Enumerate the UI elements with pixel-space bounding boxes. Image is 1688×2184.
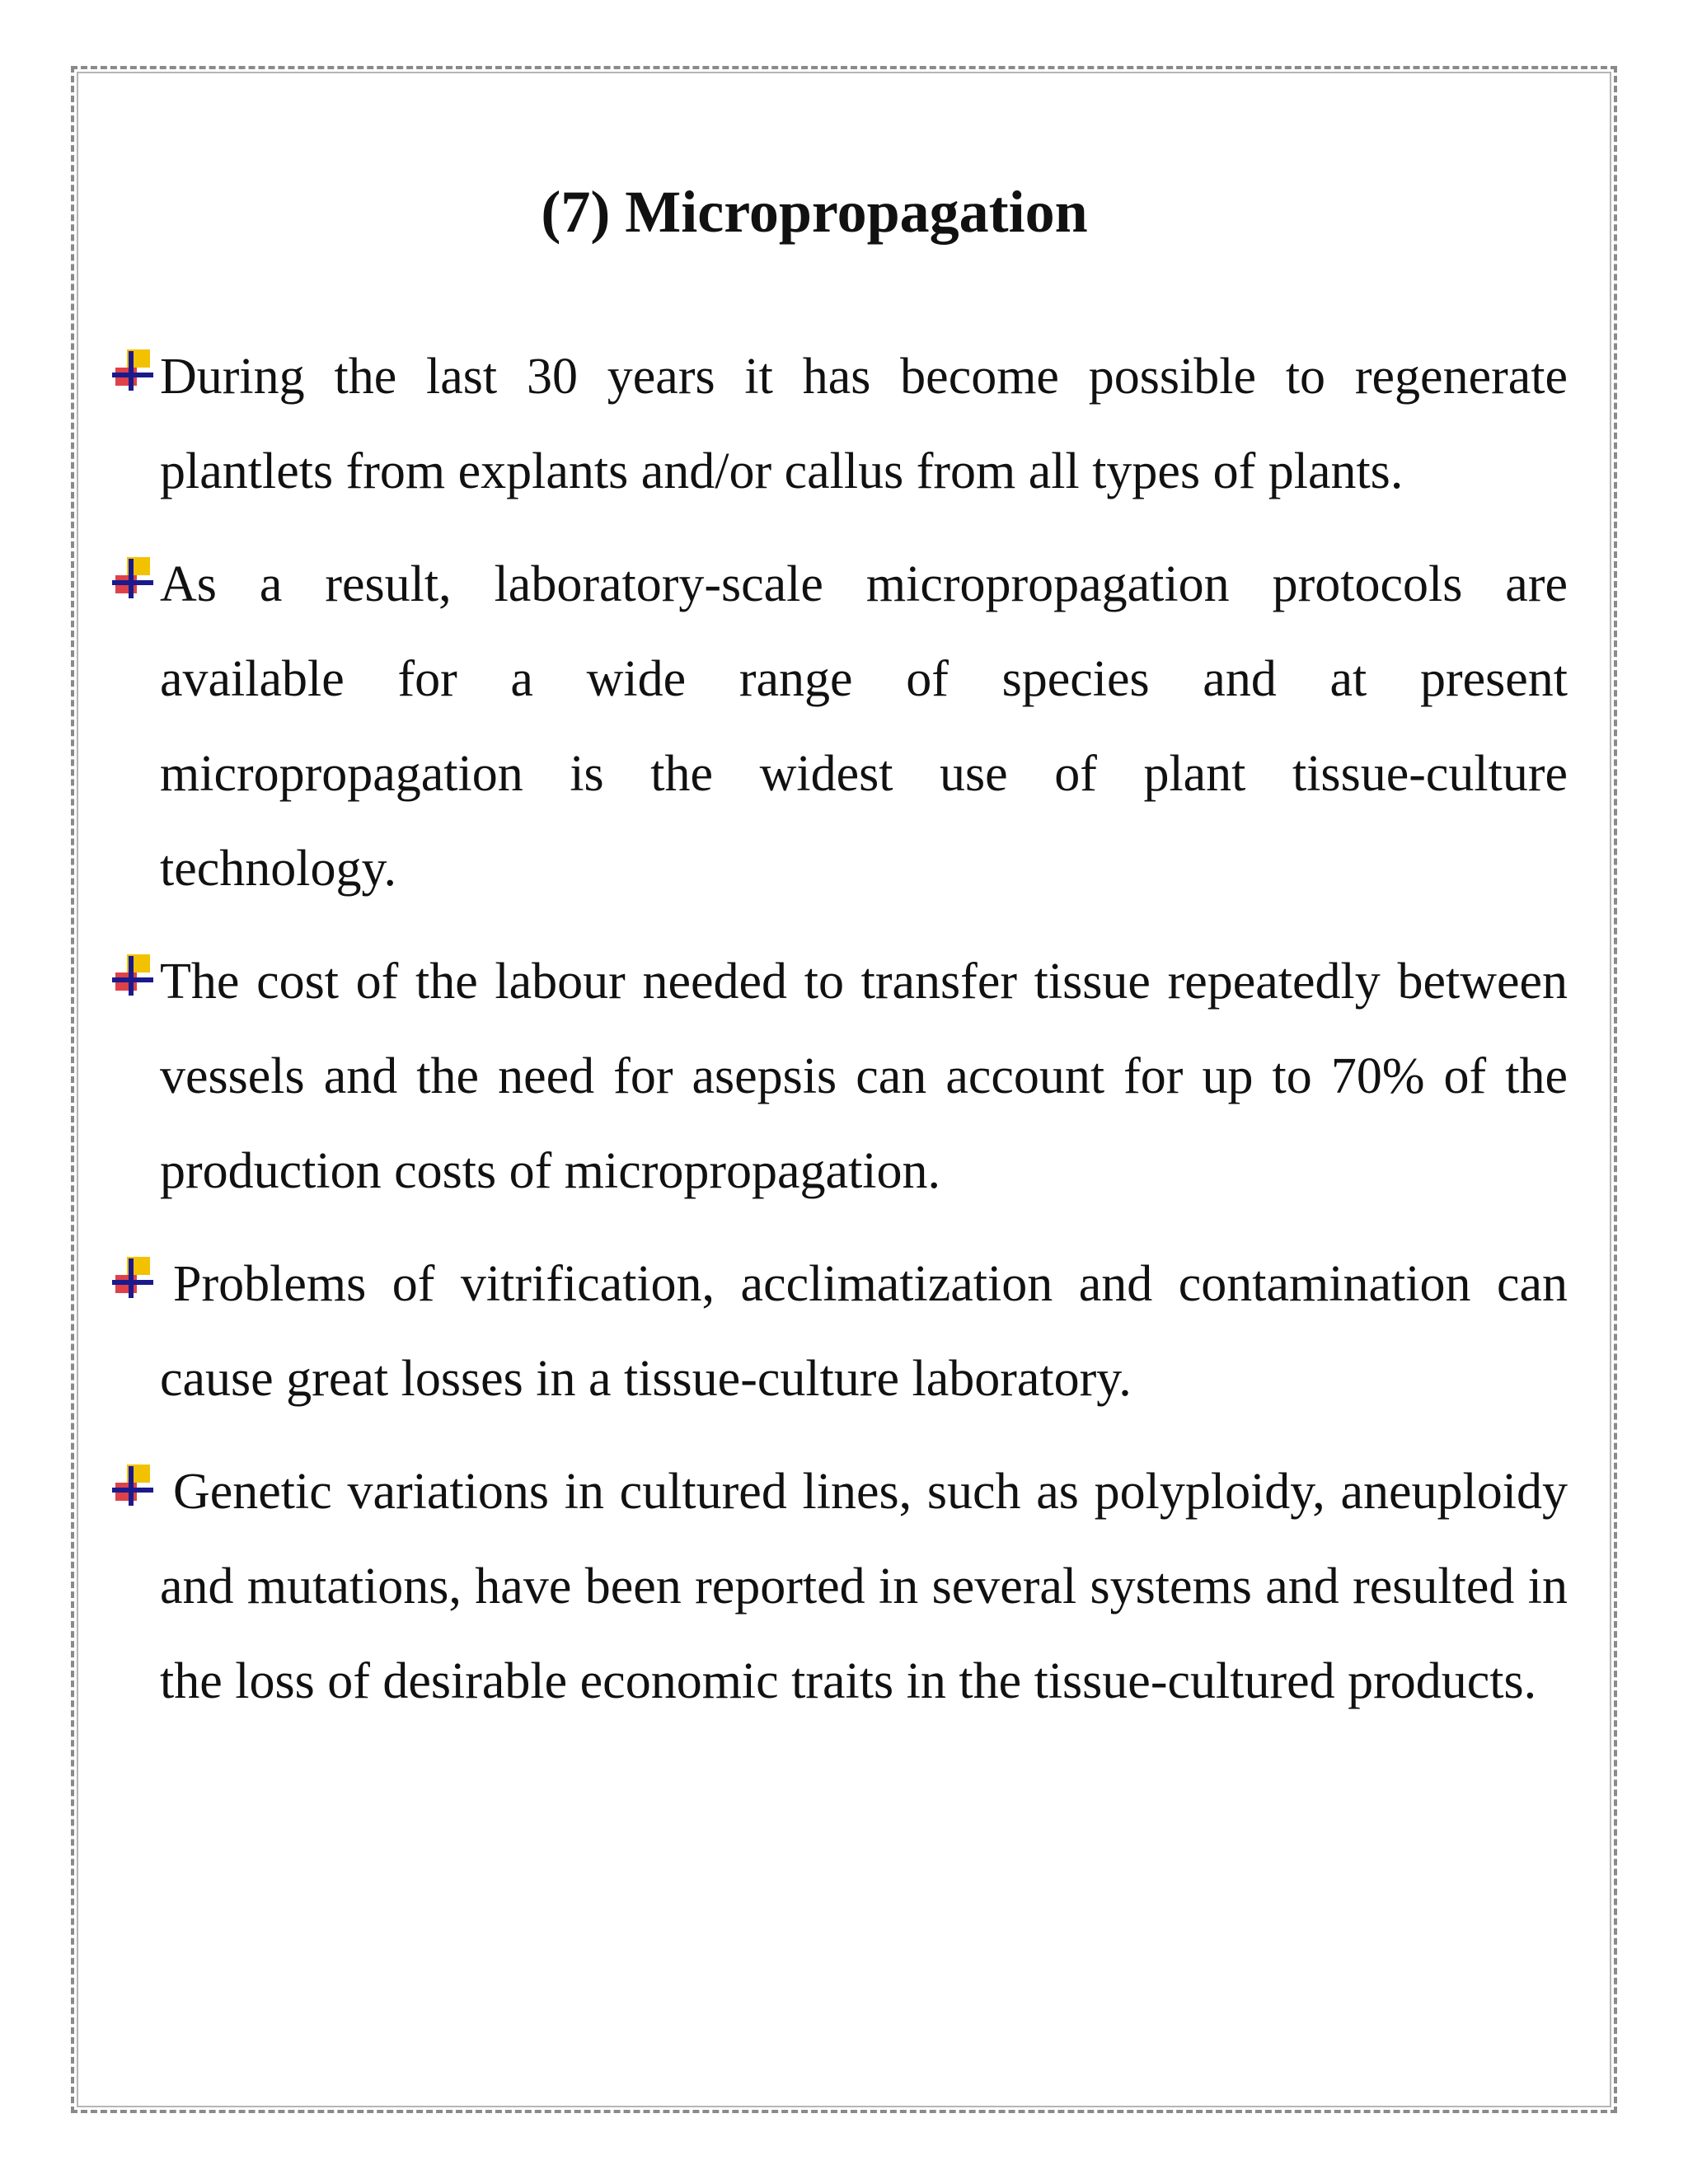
list-item xyxy=(110,537,1568,916)
plus-cross-bullet-icon xyxy=(110,1255,157,1301)
bullet-text: Problems of vitrification, acclimatization and contamination can cause great losses in a tissue-culture laboratory. xyxy=(160,1256,1568,1407)
bullet-text: Genetic variations in cultured lines, such as polyploidy, aneuploidy and mutations, have been reported in several systems and resulted in the loss of desirable economic traits in the tissue-cultured products. xyxy=(160,1464,1568,1709)
bullet-text: During the last 30 years it has become possible to regenerate plantlets from explants and/or callus from all types of plants. xyxy=(160,349,1568,499)
page-title: (7) Micropropagation xyxy=(541,179,1088,245)
bullet-text: The cost of the labour needed to transfer tissue repeatedly between vessels and the need for asepsis can account for up to 70% of the production costs of micropropagation. xyxy=(160,954,1568,1199)
plus-cross-bullet-icon xyxy=(110,953,157,999)
plus-cross-bullet-icon xyxy=(110,1463,157,1509)
list-item xyxy=(110,1237,1568,1427)
list-item xyxy=(110,1445,1568,1729)
bullet-list xyxy=(110,330,1568,1747)
bullet-text: As a result, laboratory-scale micropropagation protocols are available for a wide range of species and at present micropropagation is the widest use of plant tissue-culture technology. xyxy=(160,556,1568,897)
list-item xyxy=(110,935,1568,1219)
plus-cross-bullet-icon xyxy=(110,555,157,602)
plus-cross-bullet-icon xyxy=(110,348,157,394)
list-item xyxy=(110,330,1568,519)
